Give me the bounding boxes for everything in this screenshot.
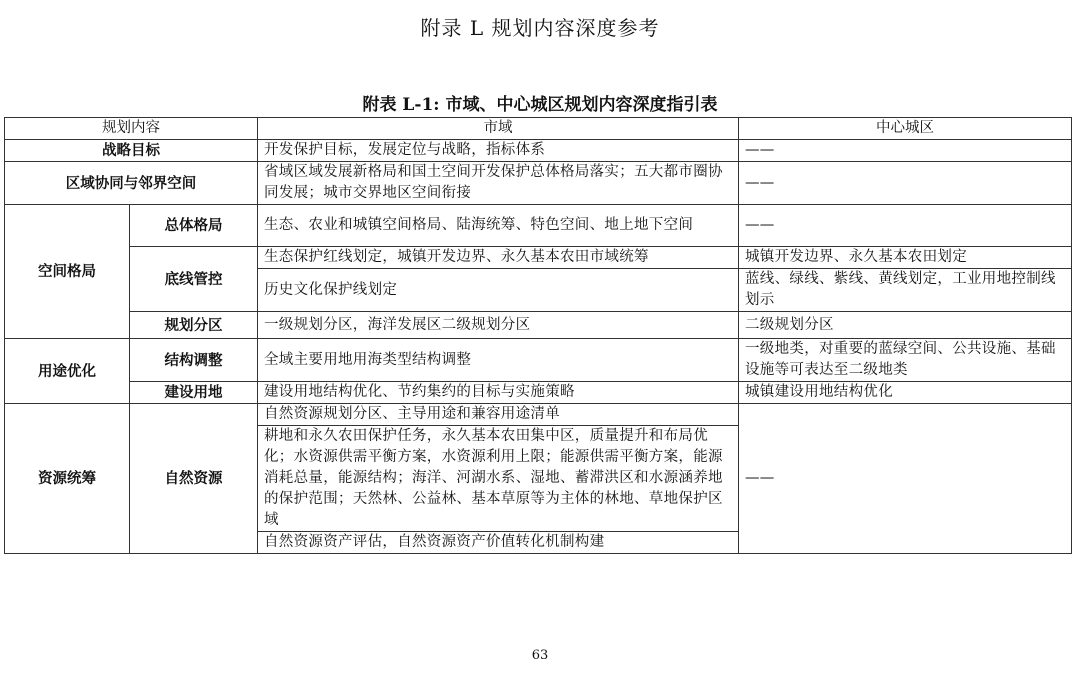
cell-city-natural-1: 自然资源规划分区、主导用途和兼容用途清单 — [258, 404, 739, 426]
table-header-row — [5, 118, 1072, 140]
table-row — [5, 404, 1072, 426]
planning-content-table — [4, 117, 1072, 554]
row-label-regional: 区域协同与邻界空间 — [5, 162, 258, 205]
cell-center-overall: —— — [739, 205, 1072, 247]
table-row — [5, 140, 1072, 162]
table-row — [5, 247, 1072, 269]
cell-center-strategy: —— — [739, 140, 1072, 162]
cell-center-structure: 一级地类，对重要的蓝绿空间、公共设施、基础设施等可表达至二级地类 — [739, 339, 1072, 382]
table-row — [5, 312, 1072, 339]
cell-city-structure: 全域主要用地用海类型结构调整 — [258, 339, 739, 382]
table-row — [5, 162, 1072, 205]
header-center: 中心城区 — [739, 118, 1072, 140]
header-city: 市域 — [258, 118, 739, 140]
cell-city-zoning: 一级规划分区，海洋发展区二级规划分区 — [258, 312, 739, 339]
cell-city-overall: 生态、农业和城镇空间格局、陆海统筹、特色空间、地上地下空间 — [258, 205, 739, 247]
category-usage: 用途优化 — [5, 339, 130, 404]
page-number: 63 — [531, 648, 549, 663]
row-label-strategy: 战略目标 — [5, 140, 258, 162]
cell-city-strategy: 开发保护目标，发展定位与战略，指标体系 — [258, 140, 739, 162]
cell-city-baseline-1: 生态保护红线划定，城镇开发边界、永久基本农田市域统筹 — [258, 247, 739, 269]
sub-natural: 自然资源 — [130, 404, 258, 554]
cell-city-natural-2: 耕地和永久农田保护任务，永久基本农田集中区，质量提升和布局优化；水资源供需平衡方案，水资源利用上限；能源供需平衡方案，能源消耗总量，能源结构；海洋、河湖水系、湿地、蓄滞洪区和水源涵养地的保护范围；天然林、公益林、基本草原等为主体的林地、草地保护区域 — [258, 426, 739, 532]
cell-city-construction: 建设用地结构优化、节约集约的目标与实施策略 — [258, 382, 739, 404]
sub-structure: 结构调整 — [130, 339, 258, 382]
cell-center-baseline-1: 城镇开发边界、永久基本农田划定 — [739, 247, 1072, 269]
header-content: 规划内容 — [5, 118, 258, 140]
cell-center-zoning: 二级规划分区 — [739, 312, 1072, 339]
category-resources: 资源统筹 — [5, 404, 130, 554]
cell-center-baseline-2: 蓝线、绿线、紫线、黄线划定，工业用地控制线划示 — [739, 269, 1072, 312]
category-spatial: 空间格局 — [5, 205, 130, 339]
cell-center-regional: —— — [739, 162, 1072, 205]
table-row — [5, 382, 1072, 404]
cell-city-baseline-2: 历史文化保护线划定 — [258, 269, 739, 312]
sub-zoning: 规划分区 — [130, 312, 258, 339]
sub-baseline: 底线管控 — [130, 247, 258, 312]
table-row — [5, 205, 1072, 247]
sub-overall: 总体格局 — [130, 205, 258, 247]
table-title: 附表 L-1: 市域、中心城区规划内容深度指引表 — [362, 95, 718, 115]
cell-center-construction: 城镇建设用地结构优化 — [739, 382, 1072, 404]
cell-city-natural-3: 自然资源资产评估，自然资源资产价值转化机制构建 — [258, 532, 739, 554]
cell-center-natural: —— — [739, 404, 1072, 554]
cell-city-regional: 省域区域发展新格局和国土空间开发保护总体格局落实；五大都市圈协同发展；城市交界地区空间衔接 — [258, 162, 739, 205]
table-row — [5, 339, 1072, 382]
sub-construction: 建设用地 — [130, 382, 258, 404]
appendix-title: 附录 L 规划内容深度参考 — [420, 16, 660, 40]
